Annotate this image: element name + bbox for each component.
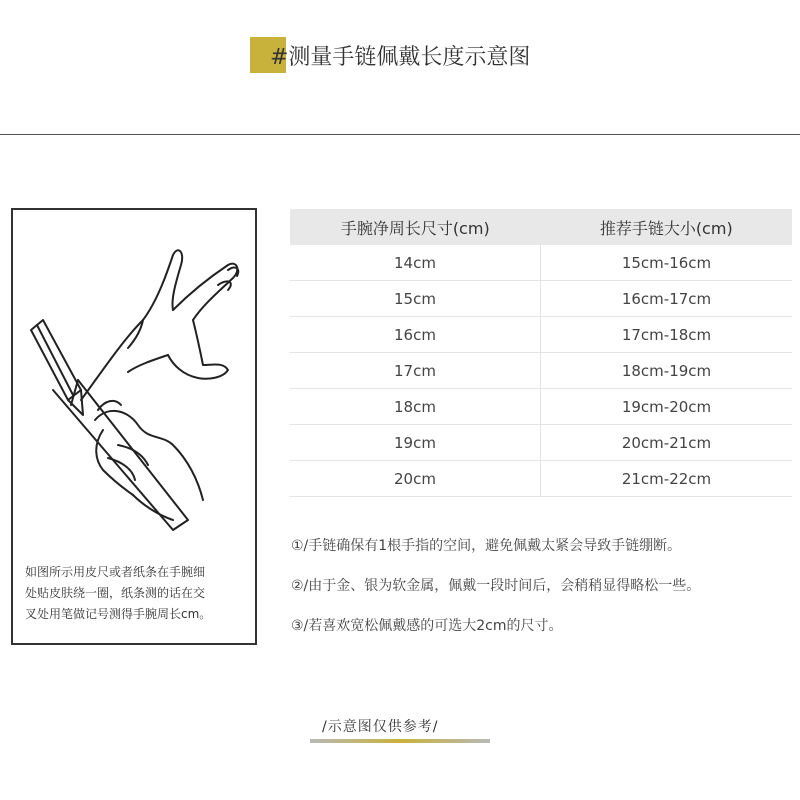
wrist-size-cell: 18cm xyxy=(290,389,541,425)
wrist-size-cell: 19cm xyxy=(290,425,541,461)
note-item: ②/由于金、银为软金属，佩戴一段时间后，会稍稍显得略松一些。 xyxy=(291,578,701,594)
bracelet-size-cell: 16cm-17cm xyxy=(541,281,793,317)
table-row xyxy=(290,353,792,389)
bracelet-size-cell: 18cm-19cm xyxy=(541,353,793,389)
footer-disclaimer xyxy=(310,716,490,742)
illustration-caption xyxy=(25,562,245,625)
bracelet-size-cell: 19cm-20cm xyxy=(541,389,793,425)
table-row xyxy=(290,425,792,461)
table-row xyxy=(290,389,792,425)
table-row xyxy=(290,461,792,497)
table-row xyxy=(290,281,792,317)
illustration-box xyxy=(11,208,257,645)
bracelet-size-cell: 21cm-22cm xyxy=(541,461,793,497)
bracelet-size-cell: 15cm-16cm xyxy=(541,245,793,281)
caption-line: 如图所示用皮尺或者纸条在手腕细 xyxy=(25,565,206,579)
notes-list xyxy=(291,535,700,655)
note-item: ①/手链确保有1根手指的空间，避免佩戴太紧会导致手链绷断。 xyxy=(291,538,682,554)
page-title: #测量手链佩戴长度示意图 xyxy=(270,45,531,70)
bracelet-size-cell: 17cm-18cm xyxy=(541,317,793,353)
header-divider xyxy=(0,134,800,135)
header-recommended-size: 推荐手链大小(cm) xyxy=(541,209,793,245)
table-row xyxy=(290,317,792,353)
bracelet-size-cell: 20cm-21cm xyxy=(541,425,793,461)
caption-line: 叉处用笔做记号测得手腕周长cm。 xyxy=(25,607,212,621)
wrist-size-cell: 20cm xyxy=(290,461,541,497)
size-chart-table xyxy=(290,209,792,497)
hand-measuring-wrist-illustration-icon xyxy=(23,230,243,550)
wrist-size-cell: 16cm xyxy=(290,317,541,353)
header-wrist-size: 手腕净周长尺寸(cm) xyxy=(290,209,541,245)
footer-text: /示意图仅供参考/ xyxy=(322,719,439,735)
wrist-size-cell: 14cm xyxy=(290,245,541,281)
footer-underline xyxy=(310,739,490,743)
wrist-size-cell: 15cm xyxy=(290,281,541,317)
note-item: ③/若喜欢宽松佩戴感的可选大2cm的尺寸。 xyxy=(291,618,563,634)
table-header-row xyxy=(290,209,792,245)
caption-line: 处贴皮肤绕一圈，纸条测的话在交 xyxy=(25,586,206,600)
table-row xyxy=(290,245,792,281)
wrist-size-cell: 17cm xyxy=(290,353,541,389)
